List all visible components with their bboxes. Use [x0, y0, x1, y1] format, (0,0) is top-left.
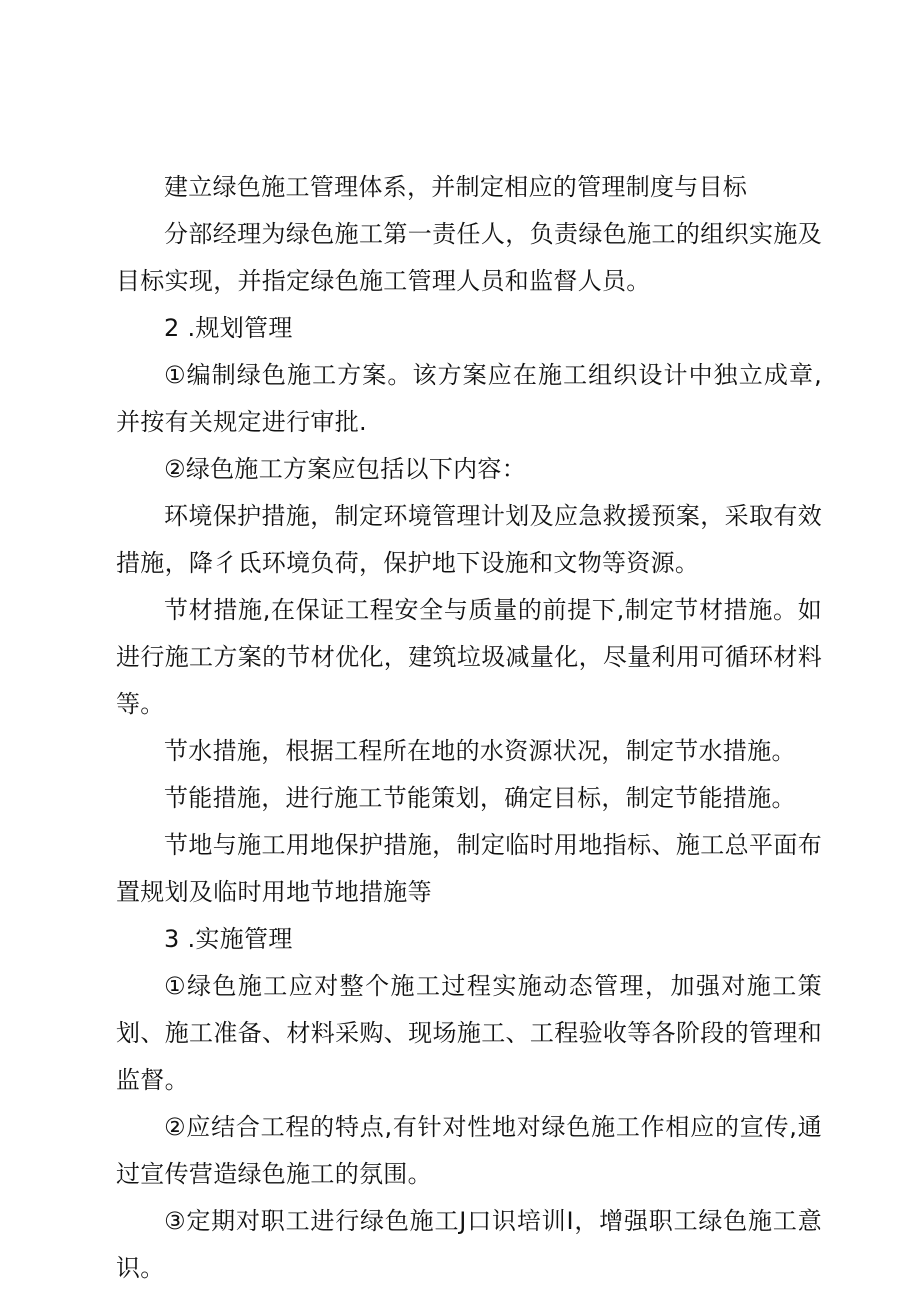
- paragraph-energy-saving: 节能措施，进行施工节能策划，确定目标，制定节能措施。: [164, 784, 796, 812]
- paragraph-publicity: ②应结合工程的特点,有针对性地对绿色施工作相应的宣传,通过宣传营造绿色施工的氛围。: [116, 1113, 822, 1188]
- section-heading-implementation: 3 .实施管理: [164, 925, 293, 953]
- paragraph-management-system: 建立绿色施工管理体系，并制定相应的管理制度与目标: [164, 173, 748, 201]
- section-heading-planning: 2 .规划管理: [164, 314, 293, 342]
- paragraph-plan-contents: ②绿色施工方案应包括以下内容：: [164, 455, 527, 483]
- paragraph-responsible-person: 分部经理为绿色施工第一责任人，负责绿色施工的组织实施及目标实现，并指定绿色施工管理人员和监督人员。: [116, 220, 822, 295]
- paragraph-material-saving: 节材措施,在保证工程安全与质量的前提下,制定节材措施。如进行施工方案的节材优化，建筑垃圾减量化，尽量利用可循环材料等。: [116, 596, 822, 718]
- paragraph-dynamic-management: ①绿色施工应对整个施工过程实施动态管理，加强对施工策划、施工准备、材料采购、现场施工、工程验收等各阶段的管理和监督。: [116, 972, 822, 1094]
- paragraph-compile-plan: ①编制绿色施工方案。该方案应在施工组织设计中独立成章,并按有关规定进行审批.: [116, 361, 822, 436]
- document-body: [116, 164, 822, 1292]
- paragraph-environment-protection: 环境保护措施，制定环境管理计划及应急救援预案，采取有效措施，降彳氐环境负荷，保护地下设施和文物等资源。: [116, 502, 822, 577]
- paragraph-water-saving: 节水措施，根据工程所在地的水资源状况，制定节水措施。: [164, 737, 796, 765]
- paragraph-land-saving: 节地与施工用地保护措施，制定临时用地指标、施工总平面布置规划及临时用地节地措施等: [116, 831, 822, 906]
- paragraph-training: ③定期对职工进行绿色施工J口识培训I，增强职工绿色施工意识。: [116, 1207, 822, 1282]
